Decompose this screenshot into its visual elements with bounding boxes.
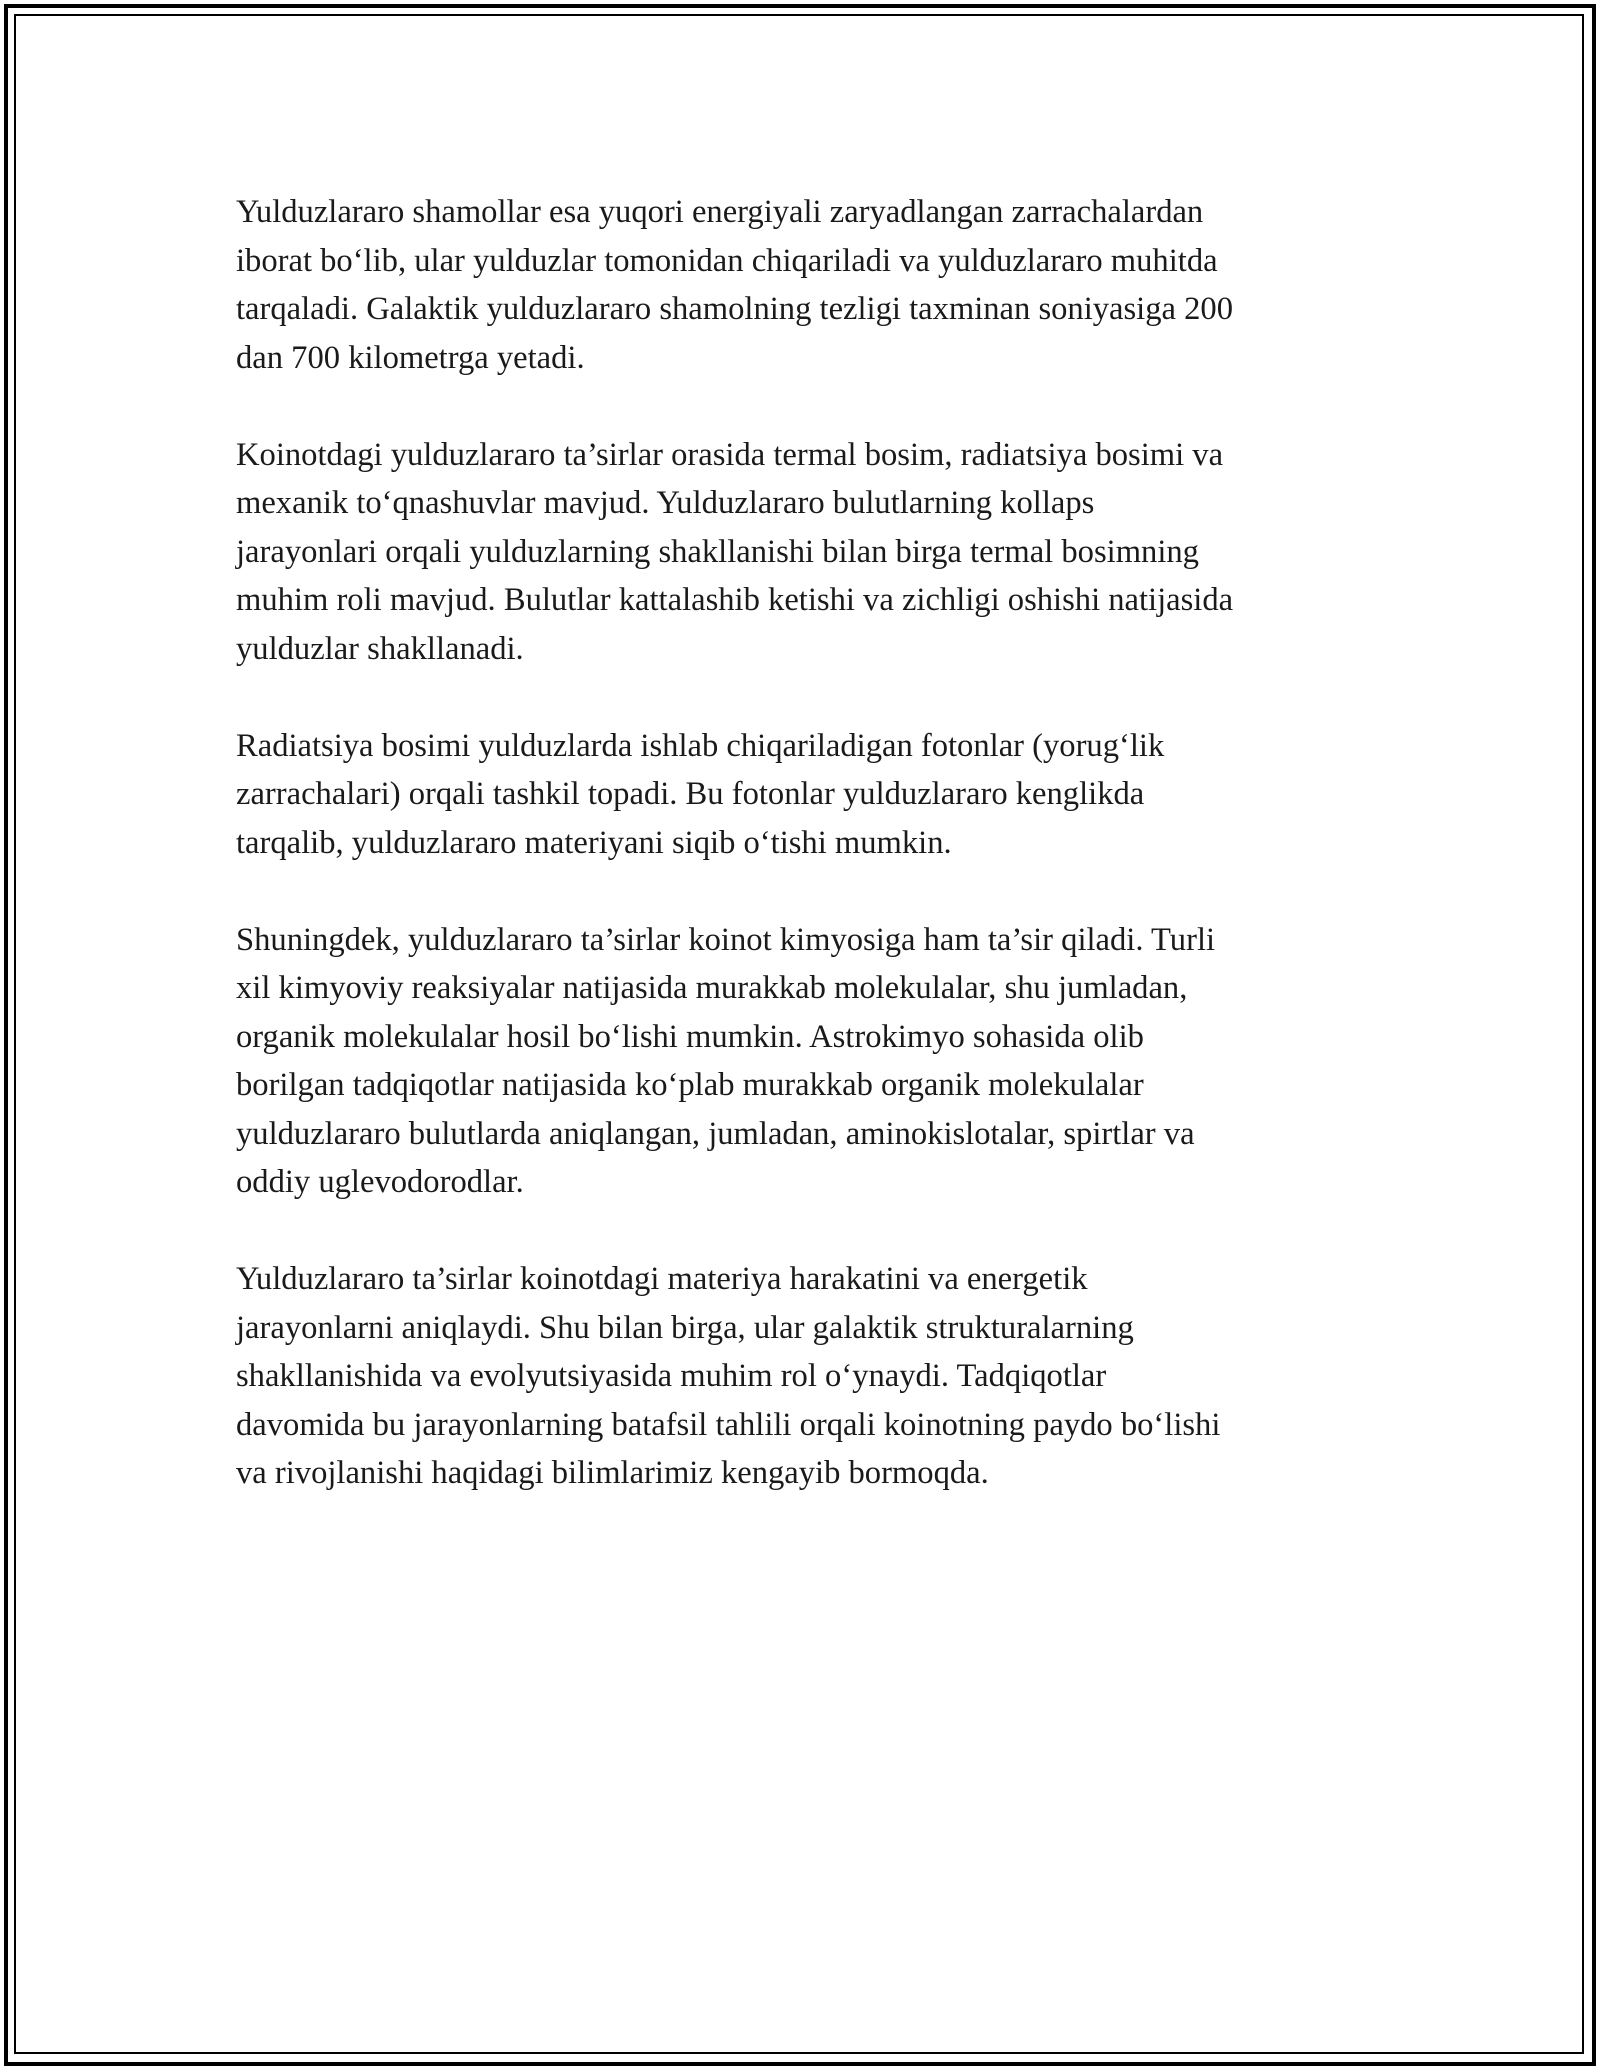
text-line: Koinotdagi yulduzlararo ta’sirlar orasida termal bosim, radiatsiya bosimi va: [236, 436, 1224, 473]
paragraph-conclusion: [236, 1255, 1366, 1498]
text-line: jarayonlarni aniqlaydi. Shu bilan birga, ular galaktik strukturalarning: [236, 1309, 1134, 1346]
text-line: oddiy uglevodorodlar.: [236, 1164, 524, 1200]
document-body: [236, 188, 1366, 1546]
text-line: organik molekulalar hosil bo‘lishi mumkin. Astrokimyo sohasida olib: [236, 1018, 1144, 1055]
text-line: yulduzlararo bulutlarda aniqlangan, jumladan, aminokislotalar, spirtlar va: [236, 1115, 1195, 1152]
paragraph-radiation-pressure: [236, 722, 1366, 868]
text-line: davomida bu jarayonlarning batafsil tahlili orqali koinotning paydo bo‘lishi: [236, 1406, 1221, 1443]
text-line: tarqalib, yulduzlararo materiyani siqib o‘tishi mumkin.: [236, 824, 952, 861]
text-line: xil kimyoviy reaksiyalar natijasida murakkab molekulalar, shu jumladan,: [236, 970, 1188, 1006]
text-line: borilgan tadqiqotlar natijasida ko‘plab murakkab organik molekulalar: [236, 1067, 1144, 1103]
text-line: iborat bo‘lib, ular yulduzlar tomonidan chiqariladi va yulduzlararo muhitda: [236, 242, 1218, 279]
text-line: yulduzlar shakllanadi.: [236, 630, 524, 667]
text-line: jarayonlari orqali yulduzlarning shakllanishi bilan birga termal bosimning: [236, 533, 1199, 570]
text-line: Shuningdek, yulduzlararo ta’sirlar koinot kimyosiga ham ta’sir qiladi. Turli: [236, 921, 1216, 958]
text-line: shakllanishida va evolyutsiyasida muhim rol o‘ynaydi. Tadqiqotlar: [236, 1358, 1107, 1394]
text-line: mexanik to‘qnashuvlar mavjud. Yulduzlararo bulutlarning kollaps: [236, 485, 1095, 521]
text-line: zarrachalari) orqali tashkil topadi. Bu fotonlar yulduzlararo kenglikda: [236, 776, 1145, 812]
text-line: tarqaladi. Galaktik yulduzlararo shamolning tezligi taxminan soniyasiga 200: [236, 291, 1233, 327]
text-line: Yulduzlararo shamollar esa yuqori energiyali zaryadlangan zarrachalardan: [236, 194, 1204, 230]
text-line: Radiatsiya bosimi yulduzlarda ishlab chiqariladigan fotonlar (yorug‘lik: [236, 727, 1165, 764]
text-line: dan 700 kilometrga yetadi.: [236, 339, 585, 376]
text-line: muhim roli mavjud. Bulutlar kattalashib ketishi va zichligi oshishi natijasida: [236, 582, 1234, 618]
paragraph-astrochemistry: [236, 916, 1366, 1207]
paragraph-thermal-pressure: [236, 431, 1366, 674]
text-line: Yulduzlararo ta’sirlar koinotdagi materiya harakatini va energetik: [236, 1261, 1088, 1297]
paragraph-solar-winds: [236, 188, 1366, 382]
text-line: va rivojlanishi haqidagi bilimlarimiz kengayib bormoqda.: [236, 1455, 989, 1491]
